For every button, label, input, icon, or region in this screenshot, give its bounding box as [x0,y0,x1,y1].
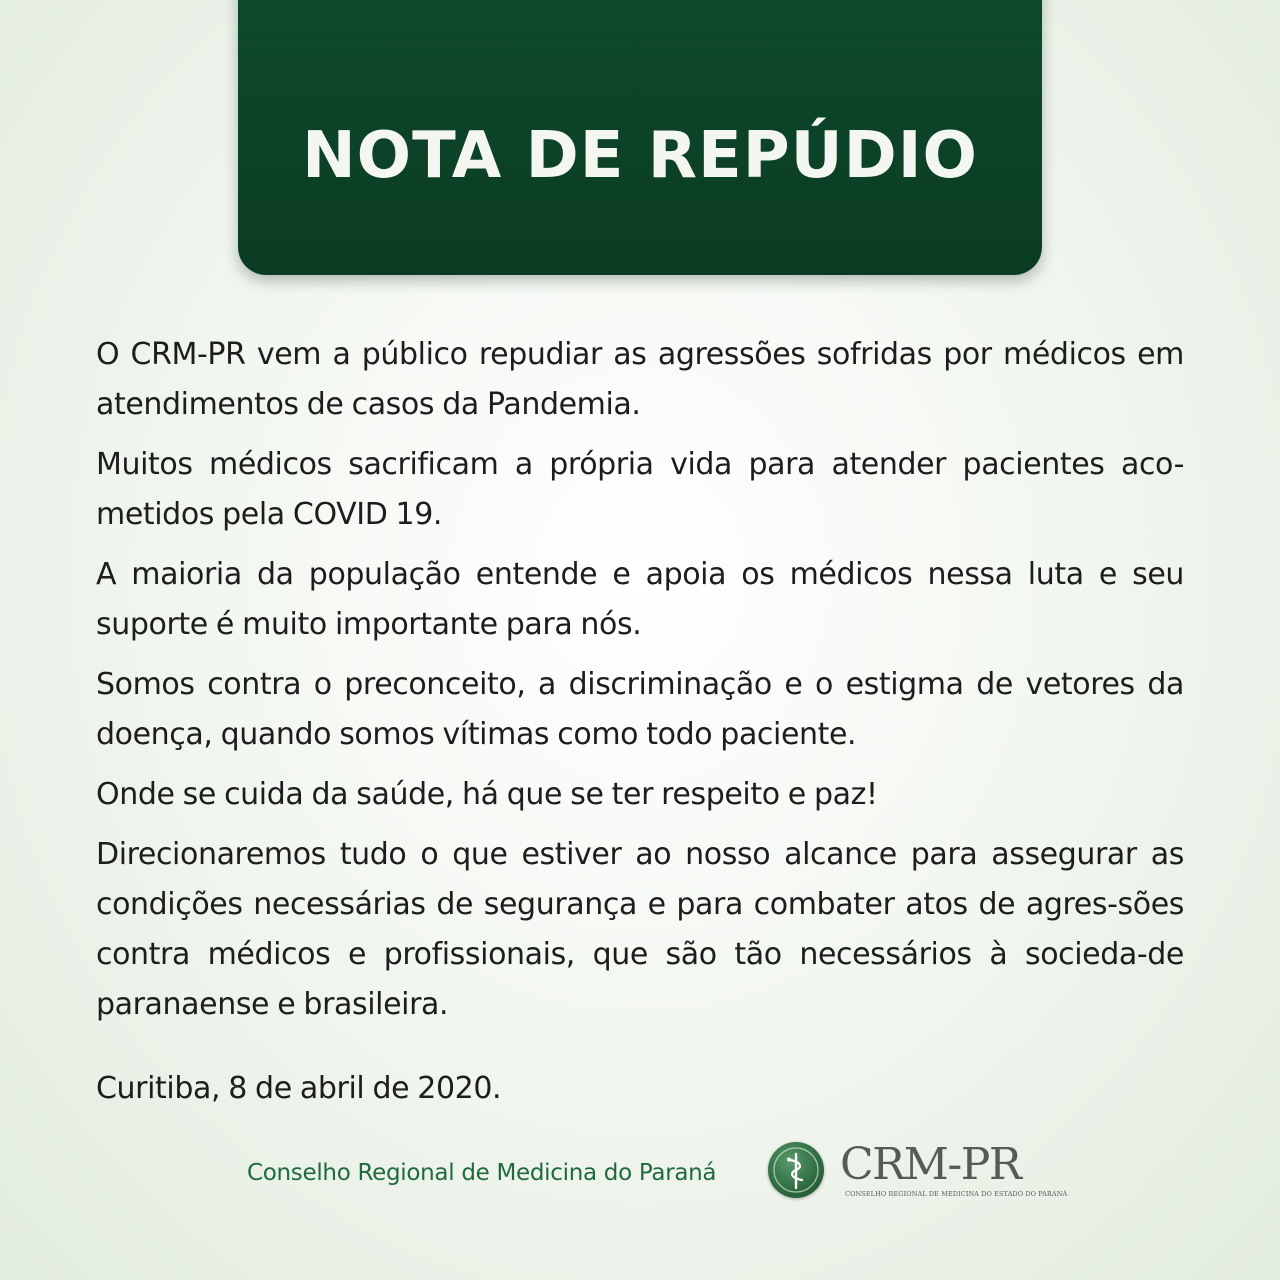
paragraph: Muitos médicos sacrificam a própria vida para atender pacientes aco-metidos pela COVID 19. [96,447,1184,532]
paragraph: Somos contra o preconceito, a discriminação e o estigma de vetores da doença, quando somos vítimas como todo paciente. [96,667,1184,752]
organization-name: Conselho Regional de Medicina do Paraná [247,1160,717,1186]
logo-subtitle: CONSELHO REGIONAL DE MEDICINA DO ESTADO DO PARANÁ [845,1190,1068,1198]
paragraph: O CRM-PR vem a público repudiar as agressões sofridas por médicos em atendimentos de casos da Pandemia. [96,337,1184,422]
paragraph: A maioria da população entende e apoia os médicos nessa luta e seu suporte é muito importante para nós. [96,557,1184,642]
paragraph: Onde se cuida da saúde, há que se ter respeito e paz! [96,777,878,812]
title-banner [238,0,1042,275]
page-title: NOTA DE REPÚDIO [302,119,978,193]
logo-wordmark: CRM-PR [840,1139,1021,1190]
paragraph: Direcionaremos tudo o que estiver ao nosso alcance para assegurar as condições necessárias de segurança e para combater atos de agres-sões contra médicos e profissionais, que são tão necessários à socieda-de paranaense e brasileira. [96,837,1184,1022]
statement-body [96,330,1184,1124]
caduceus-icon [768,1142,824,1198]
date-line: Curitiba, 8 de abril de 2020. [96,1071,502,1106]
footer [247,1139,1068,1202]
